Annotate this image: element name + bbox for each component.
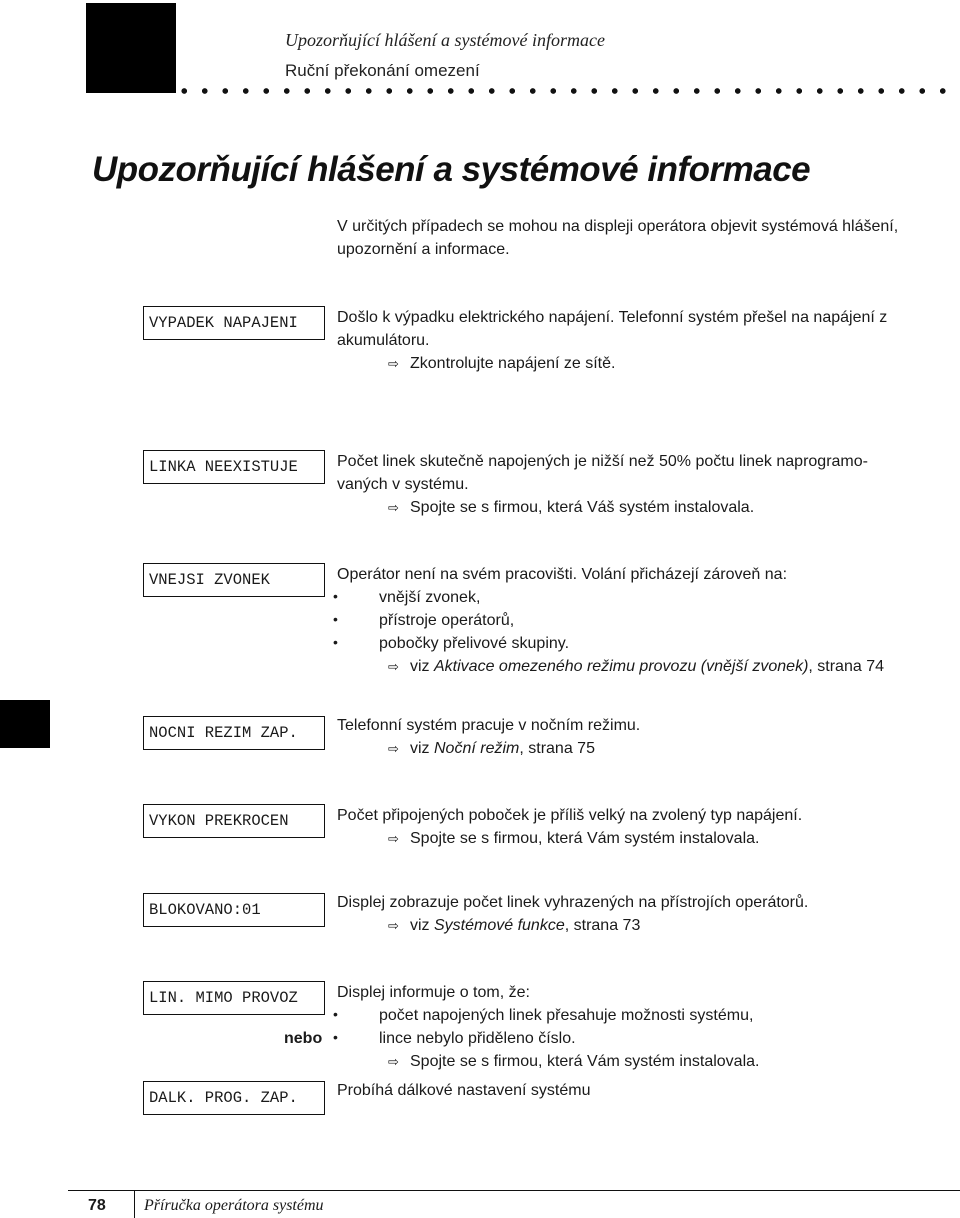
message-description — [337, 563, 957, 678]
message-description — [337, 804, 957, 850]
action-line: ⇨ Spojte se s firmou, která Vám systém instalovala. — [337, 827, 957, 850]
bullet-icon — [333, 1003, 338, 1026]
action-line: ⇨ Zkontrolujte napájení ze sítě. — [337, 352, 957, 375]
display-code-box: BLOKOVANO:01 — [143, 893, 325, 927]
display-code-box: LINKA NEEXISTUJE — [143, 450, 325, 484]
bullet-item: • počet napojených linek přesahuje možnosti systému, — [337, 1004, 957, 1027]
bullet-item: • přístroje operátorů, — [337, 609, 957, 632]
page-number: 78 — [88, 1197, 106, 1214]
bullet-item: nebo • lince nebylo přiděleno číslo. — [337, 1027, 957, 1050]
chapter-tab-marker — [0, 700, 50, 748]
cross-reference: Aktivace omezeného režimu provozu (vnější zvonek) — [434, 658, 809, 675]
message-description — [337, 306, 957, 375]
message-description — [284, 981, 957, 1073]
arrow-right-icon: ⇨ — [388, 659, 399, 674]
description-line: Telefonní systém pracuje v nočním režimu. — [337, 717, 641, 734]
message-description — [337, 891, 957, 937]
action-line: ⇨ viz Noční režim, strana 75 — [337, 737, 957, 760]
action-line: ⇨ viz Systémové funkce, strana 73 — [337, 914, 957, 937]
intro-paragraph — [337, 215, 957, 261]
message-description — [337, 450, 957, 519]
arrow-right-icon: ⇨ — [388, 918, 399, 933]
connector-word: nebo — [284, 1030, 323, 1047]
bullet-icon — [333, 631, 338, 654]
display-code-box: NOCNI REZIM ZAP. — [143, 716, 325, 750]
description-line: vaných v systému. — [337, 476, 469, 493]
running-header-title: Upozorňující hlášení a systémové informace — [285, 30, 605, 50]
description-line: Probíhá dálkové nastavení systému — [337, 1082, 591, 1099]
bullet-icon — [333, 585, 338, 608]
cross-reference: Systémové funkce — [434, 917, 565, 934]
arrow-right-icon: ⇨ — [388, 1054, 399, 1069]
description-line: akumulátoru. — [337, 332, 430, 349]
display-code-box: VYPADEK NAPAJENI — [143, 306, 325, 340]
bullet-icon — [333, 608, 338, 631]
message-description — [337, 714, 957, 760]
display-code-box: VNEJSI ZVONEK — [143, 563, 325, 597]
arrow-right-icon: ⇨ — [388, 356, 399, 371]
action-line: ⇨ Spojte se s firmou, která Váš systém instalovala. — [337, 496, 957, 519]
arrow-right-icon: ⇨ — [388, 831, 399, 846]
footer-book-title: Příručka operátora systému — [144, 1197, 324, 1214]
message-description — [337, 1079, 957, 1102]
page-title: Upozorňující hlášení a systémové informace — [92, 150, 811, 189]
intro-line: V určitých případech se mohou na displeji operátora objevit systémová hlášení, — [337, 218, 899, 235]
running-header-subsection: Ruční překonání omezení — [285, 61, 480, 80]
description-line: Došlo k výpadku elektrického napájení. Telefonní systém přešel na napájení z — [337, 309, 888, 326]
description-line: Operátor není na svém pracovišti. Volání přicházejí zároveň na: — [337, 566, 788, 583]
description-line: Počet připojených poboček je příliš velký na zvolený typ napájení. — [337, 807, 803, 824]
bullet-icon — [333, 1026, 338, 1049]
intro-line: upozornění a informace. — [337, 241, 510, 258]
cross-reference: Noční režim — [434, 740, 520, 757]
bullet-item: • vnější zvonek, — [337, 586, 957, 609]
display-code-box: DALK. PROG. ZAP. — [143, 1081, 325, 1115]
footer-rule — [68, 1190, 960, 1191]
bullet-item: • pobočky přelivové skupiny. — [337, 632, 957, 655]
description-line: Displej informuje o tom, že: — [337, 984, 530, 1001]
action-line: ⇨ viz Aktivace omezeného režimu provozu (vnější zvonek), strana 74 — [337, 655, 957, 678]
description-line: Displej zobrazuje počet linek vyhrazených na přístrojích operátorů. — [337, 894, 809, 911]
description-line: Počet linek skutečně napojených je nižší než 50% počtu linek naprogramo- — [337, 453, 868, 470]
display-code-box: LIN. MIMO PROVOZ — [143, 981, 325, 1015]
arrow-right-icon: ⇨ — [388, 500, 399, 515]
action-line: ⇨ Spojte se s firmou, která Vám systém instalovala. — [337, 1050, 957, 1073]
display-code-box: VYKON PREKROCEN — [143, 804, 325, 838]
arrow-right-icon: ⇨ — [388, 741, 399, 756]
footer-divider — [134, 1190, 135, 1218]
corner-block — [86, 3, 176, 93]
dotted-rule — [174, 87, 960, 95]
